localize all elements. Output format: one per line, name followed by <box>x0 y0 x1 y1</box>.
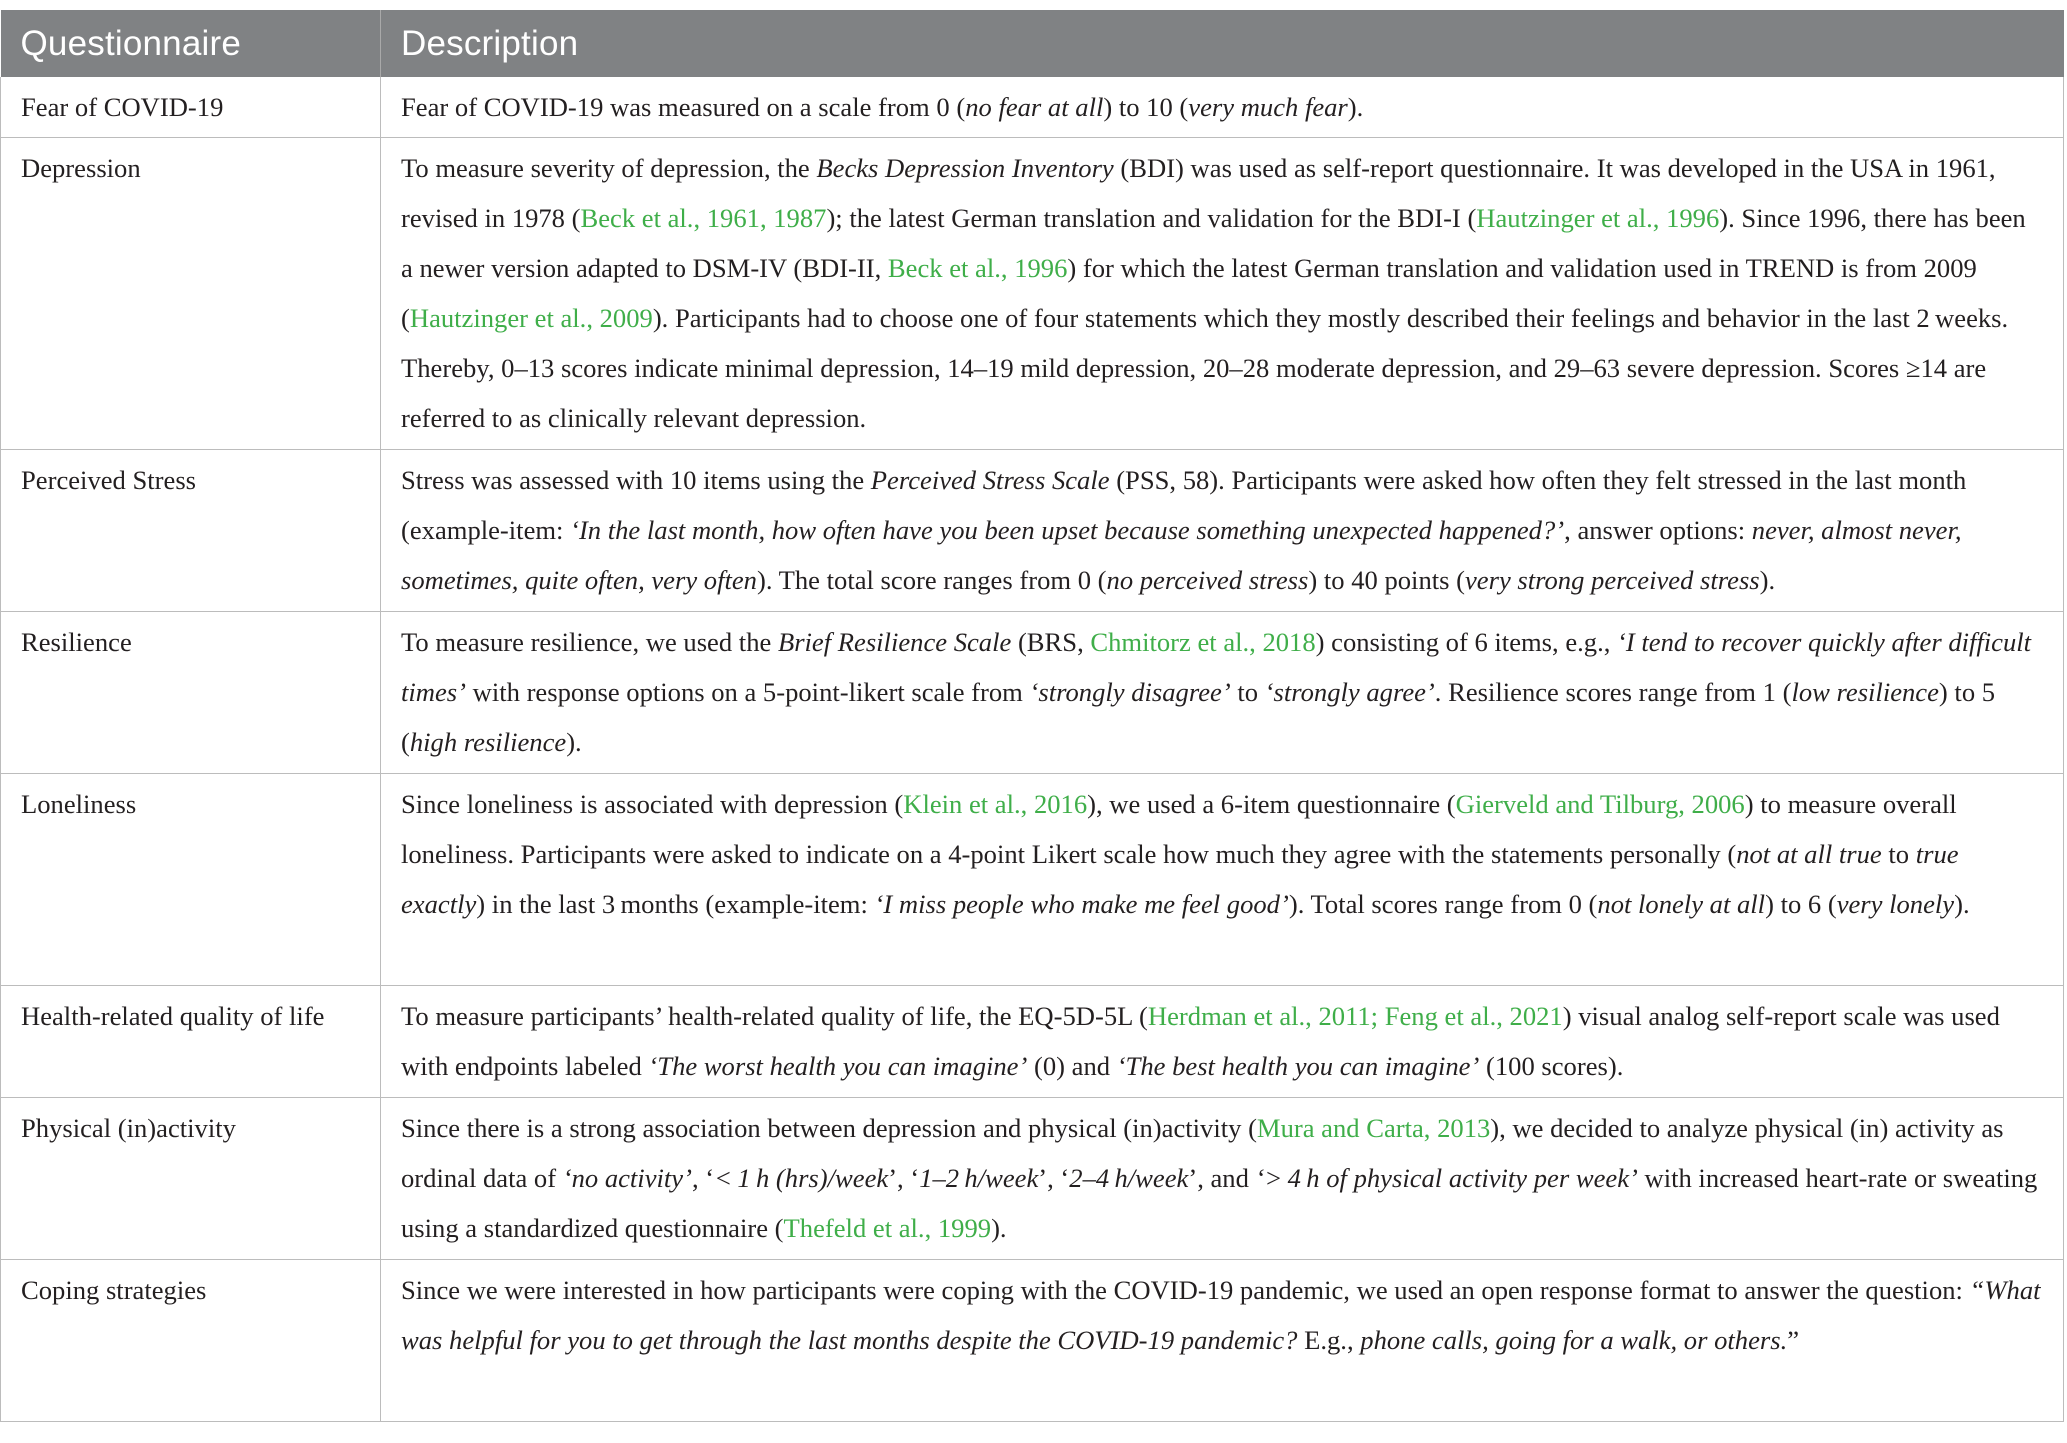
italic-span: Becks Depression Inventory <box>816 153 1114 183</box>
questionnaire-table <box>0 10 2064 1422</box>
italic-span: ‘no activity’ <box>562 1163 692 1193</box>
table-row <box>1 138 2064 450</box>
text-span: ) for which the latest German translation and validation used in TREND is from 2009 ( <box>401 253 1977 333</box>
text-span: To measure participants’ health-related quality of life, the EQ-5D-5L ( <box>401 1001 1148 1031</box>
description-text <box>401 77 2043 132</box>
text-span: Since we were interested in how participants were coping with the COVID-19 pandemic, we used an open response format to answer the question: <box>401 1275 1970 1305</box>
italic-span: ‘> 4 h of physical activity per week’ <box>1255 1163 1638 1193</box>
text-span: ) consisting of 6 items, e.g., <box>1315 627 1618 657</box>
italic-span: no fear at all <box>965 92 1104 122</box>
italic-span: phone calls, going for a walk, or others. <box>1360 1325 1788 1355</box>
italic-span: ‘I miss people who make me feel good’ <box>874 889 1289 919</box>
text-span: (0) and <box>1027 1051 1117 1081</box>
description-cell <box>381 450 2064 612</box>
questionnaire-name <box>1 774 381 986</box>
italic-span: < 1 h (hrs)/week <box>714 1163 889 1193</box>
description-cell <box>381 986 2064 1098</box>
questionnaire-name-text: Health-related quality of life <box>21 1001 325 1031</box>
text-span: ) to 40 points ( <box>1308 565 1465 595</box>
text-span: ’, ‘ <box>1038 1163 1070 1193</box>
description-cell <box>381 1098 2064 1260</box>
reference-link[interactable]: Beck et al., 1996 <box>887 253 1068 283</box>
table-row <box>1 774 2064 986</box>
text-span: To measure resilience, we used the <box>401 627 778 657</box>
italic-span: Perceived Stress Scale <box>870 465 1110 495</box>
header-description: Description <box>381 10 2064 77</box>
questionnaire-name <box>1 138 381 450</box>
text-span: ) to 5 ( <box>401 677 1996 757</box>
italic-span: no perceived stress <box>1106 565 1309 595</box>
italic-span: ‘In the last month, how often have you been upset because something unexpected happened?’ <box>570 515 1565 545</box>
questionnaire-name <box>1 1098 381 1260</box>
reference-link[interactable]: Beck et al., 1961, 1987 <box>580 203 827 233</box>
text-span: ). <box>566 727 582 757</box>
text-span: , answer options: <box>1564 515 1752 545</box>
text-span: ) to 10 ( <box>1103 92 1189 122</box>
reference-link[interactable]: Chmitorz et al., 2018 <box>1090 627 1316 657</box>
questionnaire-name-text: Physical (in)activity <box>21 1113 236 1143</box>
questionnaire-name <box>1 612 381 774</box>
questionnaire-name <box>1 450 381 612</box>
text-span: ) to measure overall loneliness. Participants were asked to indicate on a 4-point Likert scale how much they agree with the statements personally ( <box>401 789 1957 869</box>
italic-span: very strong perceived stress <box>1464 565 1760 595</box>
italic-span: low resilience <box>1791 677 1939 707</box>
text-span: Since there is a strong association between depression and physical (in)activity ( <box>401 1113 1257 1143</box>
questionnaire-name <box>1 77 381 138</box>
description-text <box>401 1098 2043 1253</box>
text-span: ). Participants had to choose one of four statements which they mostly described their feelings and behavior in the last 2 weeks. Thereby, 0–13 scores indicate minimal depression, 14–19 mild depression, 20–28 moderate depression, and 29–63 severe depression. Scores ≥14 are referred to as clinically relevant depression. <box>401 303 2009 433</box>
text-span: ” <box>1787 1325 1800 1355</box>
italic-span: very much fear <box>1188 92 1348 122</box>
description-text <box>401 1260 2043 1365</box>
text-span: to <box>1881 839 1916 869</box>
italic-span: 2–4 h/week <box>1069 1163 1189 1193</box>
text-span: (BRS, <box>1011 627 1091 657</box>
text-span: to <box>1230 677 1265 707</box>
table-row <box>1 1098 2064 1260</box>
text-span: ); the latest German translation and validation for the BDI-I ( <box>826 203 1477 233</box>
text-span: ’, and <box>1188 1163 1256 1193</box>
questionnaire-name-text: Loneliness <box>21 789 137 819</box>
text-span: ). <box>1759 565 1776 595</box>
description-cell <box>381 1260 2064 1422</box>
text-span: ) visual analog self-report scale was used with endpoints labeled <box>401 1001 2000 1081</box>
reference-link[interactable]: Hautzinger et al., 1996 <box>1476 203 1720 233</box>
description-text <box>401 774 2043 929</box>
table-row <box>1 612 2064 774</box>
questionnaire-name <box>1 986 381 1098</box>
questionnaire-name-text: Depression <box>21 153 141 183</box>
text-span: ), we decided to analyze physical (in) activity as ordinal data of <box>401 1113 2004 1193</box>
reference-link[interactable]: Mura and Carta, 2013 <box>1256 1113 1491 1143</box>
reference-link[interactable]: Gierveld and Tilburg, 2006 <box>1455 789 1745 819</box>
text-span: with increased heart-rate or sweating using a standardized questionnaire ( <box>401 1163 2038 1243</box>
text-span: ). Since 1996, there has been a newer version adapted to DSM-IV (BDI-II, <box>401 203 2026 283</box>
text-span: ), we used a 6-item questionnaire ( <box>1087 789 1456 819</box>
text-span: ) to 6 ( <box>1765 889 1837 919</box>
italic-span: ‘The best health you can imagine’ <box>1116 1051 1480 1081</box>
text-span: (BDI) was used as self-report questionnaire. It was developed in the USA in 1961, revised in 1978 ( <box>401 153 1996 233</box>
questionnaire-name-text: Perceived Stress <box>21 465 197 495</box>
text-span: , ‘ <box>691 1163 715 1193</box>
description-text <box>401 138 2043 443</box>
text-span: . Resilience scores range from 1 ( <box>1434 677 1792 707</box>
reference-link[interactable]: Herdman et al., 2011; Feng et al., 2021 <box>1147 1001 1563 1031</box>
table-header-row <box>1 10 2064 77</box>
description-text <box>401 450 2043 605</box>
table-row <box>1 450 2064 612</box>
table-row <box>1 986 2064 1098</box>
italic-span: 1–2 h/week <box>919 1163 1039 1193</box>
italic-span: ‘strongly agree’ <box>1264 677 1435 707</box>
text-span: ). <box>1954 889 1970 919</box>
questionnaire-name <box>1 1260 381 1422</box>
table-row <box>1 77 2064 138</box>
description-cell <box>381 774 2064 986</box>
text-span: ). <box>1347 92 1364 122</box>
italic-span: ‘The worst health you can imagine’ <box>648 1051 1028 1081</box>
text-span: Since loneliness is associated with depression ( <box>401 789 904 819</box>
header-questionnaire: Questionnaire <box>1 10 381 77</box>
questionnaire-name-text: Coping strategies <box>21 1275 207 1305</box>
questionnaire-name-text: Resilience <box>21 627 132 657</box>
italic-span: high resilience <box>409 727 567 757</box>
italic-span: ‘I tend to recover quickly after difficult times’ <box>401 627 2032 707</box>
text-span: (PSS, 58). Participants were asked how often they felt stressed in the last month (example-item: <box>401 465 1967 545</box>
questionnaire-name-text: Fear of COVID-19 <box>21 92 224 122</box>
text-span: ) in the last 3 months (example-item: <box>476 889 875 919</box>
text-span: ). The total score ranges from 0 ( <box>756 565 1107 595</box>
italic-span: not at all true <box>1736 839 1882 869</box>
text-span: (100 scores). <box>1479 1051 1624 1081</box>
description-text <box>401 986 2043 1091</box>
text-span: ’, ‘ <box>888 1163 920 1193</box>
description-cell <box>381 612 2064 774</box>
reference-link[interactable]: Thefeld et al., 1999 <box>783 1213 992 1243</box>
description-text <box>401 612 2043 767</box>
italic-span: true exactly <box>401 839 1959 919</box>
text-span: Stress was assessed with 10 items using the <box>401 465 871 495</box>
reference-link[interactable]: Klein et al., 2016 <box>903 789 1088 819</box>
description-cell <box>381 77 2064 138</box>
italic-span: never, almost never, sometimes, quite often, very often <box>401 515 1962 595</box>
italic-span: Brief Resilience Scale <box>777 627 1012 657</box>
table-row <box>1 1260 2064 1422</box>
italic-span: very lonely <box>1836 889 1955 919</box>
reference-link[interactable]: Hautzinger et al., 2009 <box>409 303 653 333</box>
text-span: E.g., <box>1297 1325 1361 1355</box>
italic-span: not lonely at all <box>1597 889 1766 919</box>
text-span: ). <box>991 1213 1007 1243</box>
text-span: with response options on a 5-point-likert scale from <box>466 677 1030 707</box>
description-cell <box>381 138 2064 450</box>
italic-span: “What was helpful for you to get through the last months despite the COVID-19 pandemic? <box>401 1275 2041 1355</box>
text-span: ). Total scores range from 0 ( <box>1288 889 1598 919</box>
text-span: To measure severity of depression, the <box>401 153 817 183</box>
text-span: Fear of COVID-19 was measured on a scale from 0 ( <box>401 92 966 122</box>
italic-span: ‘strongly disagree’ <box>1029 677 1231 707</box>
